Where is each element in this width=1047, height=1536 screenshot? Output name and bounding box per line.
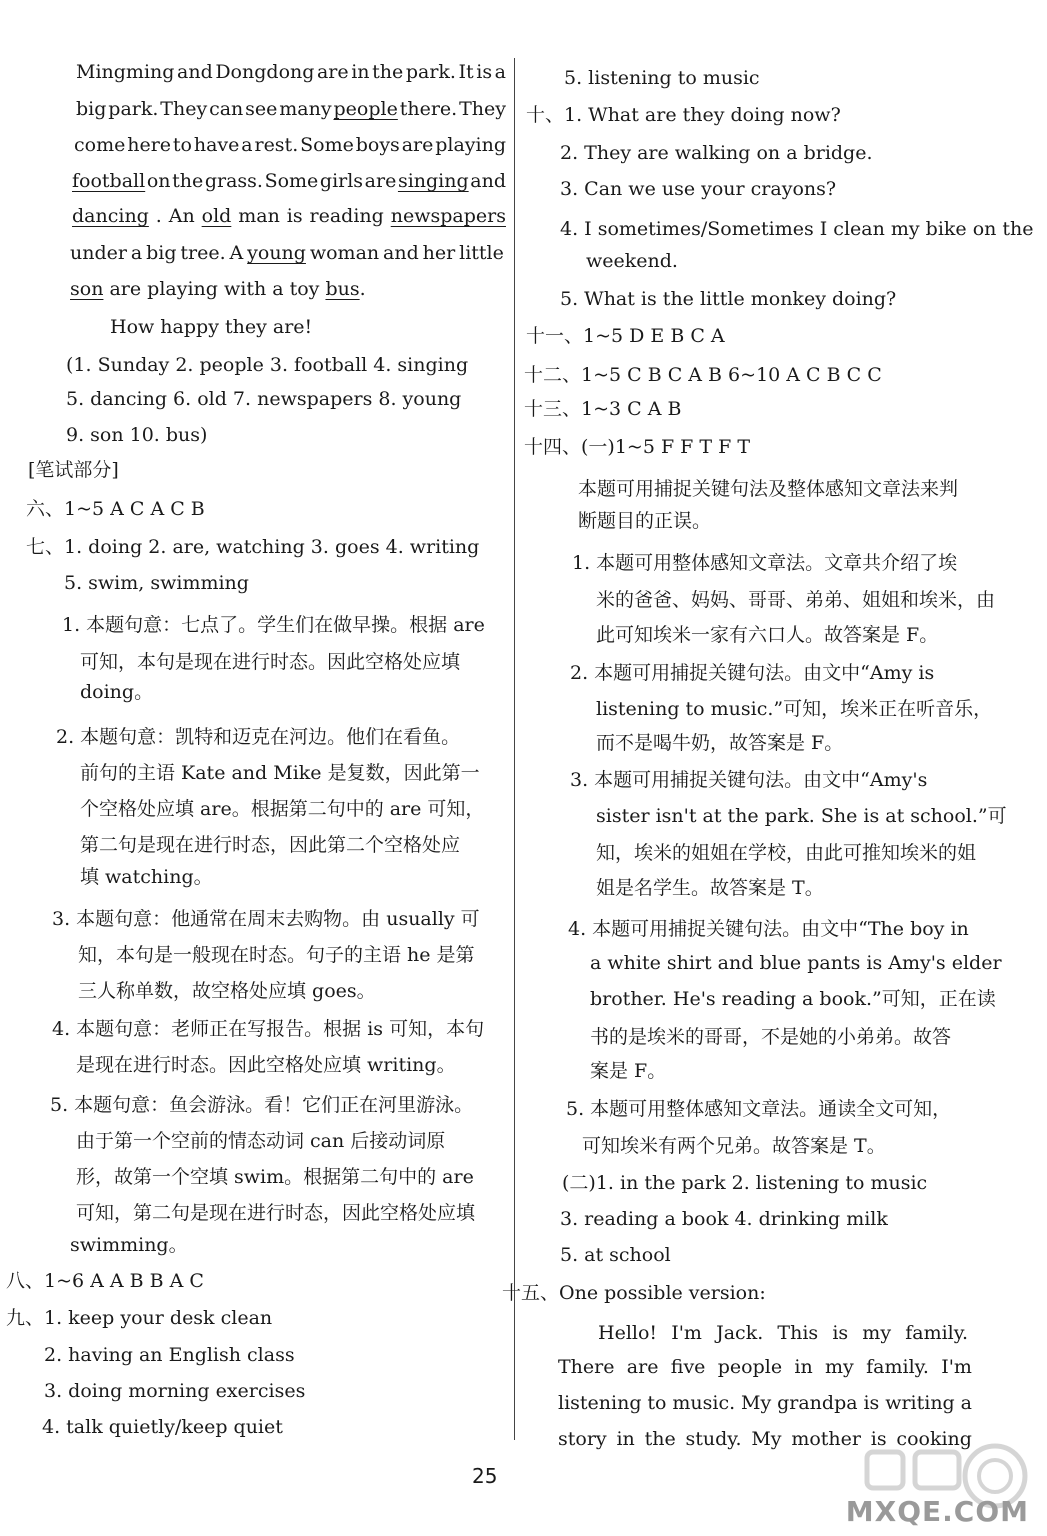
watermark-text: MXQE.COM (845, 1495, 1029, 1528)
underlined-answer: son (70, 278, 104, 300)
passage-word: have (193, 134, 240, 156)
passage-word: They (160, 98, 208, 120)
answer-line: 3. doing morning exercises (44, 1380, 306, 1402)
passage-word: a (241, 134, 253, 156)
passage-word: is (476, 61, 493, 83)
explanation-line: 姐是名学生。故答案是 T。 (596, 877, 824, 899)
passage-word: in (616, 1428, 635, 1450)
passage-word: come (74, 134, 126, 156)
page-number: 25 (472, 1464, 498, 1488)
underlined-answer: football (72, 170, 146, 192)
passage-word: people (717, 1356, 783, 1378)
section-answer: 十、1. What are they doing now? (526, 104, 841, 126)
passage-word: her (422, 242, 456, 264)
passage-word: My (741, 1392, 772, 1414)
passage-word: to (647, 1392, 667, 1414)
answer-line: 5. What is the little monkey doing? (560, 288, 897, 310)
passage-word: Jack. (716, 1322, 764, 1344)
passage-word: are (401, 134, 434, 156)
explanation-line: 前句的主语 Kate and Mike 是复数，因此第一 (80, 762, 480, 784)
passage-word: the (644, 1428, 676, 1450)
explanation-line: 4. 本题句意：老师正在写报告。根据 is 可知，本句 (52, 1018, 485, 1040)
explanation-line: 可知，本句是现在进行时态。因此空格处应填 (80, 651, 461, 673)
answer-line: 4. talk quietly/keep quiet (42, 1416, 283, 1438)
passage-word: An (168, 205, 195, 227)
passage-word: can (209, 98, 244, 120)
passage-word: on (146, 170, 171, 192)
answer-line: 2. having an English class (44, 1344, 295, 1366)
passage-word: my (862, 1322, 892, 1344)
essay-line (558, 1388, 972, 1420)
passage-word: . (155, 205, 162, 227)
section-answer: 六、1~5 A C A C B (26, 498, 205, 520)
passage-word: is (863, 1392, 880, 1414)
passage-line (76, 57, 506, 89)
passage-word: writing (885, 1392, 955, 1414)
answer-line: 9. son 10. bus) (66, 424, 208, 446)
passage-line (72, 166, 506, 198)
explanation-line: swimming。 (70, 1234, 188, 1256)
passage-word: playing (435, 134, 506, 156)
answer-line: weekend. (586, 250, 678, 272)
explanation-line: 3. 本题句意：他通常在周末去购物。由 usually 可 (52, 908, 480, 930)
passage-word: family. (905, 1322, 968, 1344)
passage-word: big (146, 242, 177, 264)
passage-word: my (825, 1356, 854, 1378)
section-answer: 十一、1~5 D E B C A (526, 325, 725, 347)
underlined-answer: dancing (72, 205, 149, 227)
passage-word: in (794, 1356, 813, 1378)
explanation-line: 书的是埃米的哥哥，不是她的小弟弟。故答 (590, 1026, 952, 1048)
explanation-line: 由于第一个空前的情态动词 can 后接动词原 (76, 1130, 446, 1152)
passage-word: park. (405, 61, 456, 83)
explanation-line: 可知埃米有两个兄弟。故答案是 T。 (582, 1135, 886, 1157)
essay-line (598, 1318, 968, 1350)
explanation-line: listening to music.”可知，埃米正在听音乐， (596, 698, 993, 720)
section-answer: 七、1. doing 2. are, watching 3. goes 4. writing (26, 536, 480, 558)
passage-word: the (172, 170, 204, 192)
explanation-line: 1. 本题句意：七点了。学生们在做早操。根据 are (62, 614, 485, 636)
passage-word: a (494, 61, 506, 83)
passage-word: are (364, 170, 397, 192)
underlined-answer: newspapers (390, 205, 506, 227)
essay-line (558, 1352, 972, 1384)
passage-word: see (245, 98, 278, 120)
passage-word: are (316, 61, 349, 83)
explanation-line: 个空格处应填 are。根据第二句中的 are 可知， (80, 798, 485, 820)
passage-word: reading (309, 205, 384, 227)
passage-word: mother (791, 1428, 861, 1450)
explanation-line: 第二句是现在进行时态，因此第二个空格处应 (80, 834, 461, 856)
passage-word: Some (264, 170, 319, 192)
passage-line (70, 238, 504, 270)
passage-word: Dongdong (215, 61, 315, 83)
passage-word: Mingming (76, 61, 175, 83)
explanation-line: 而不是喝牛奶，故答案是 F。 (596, 732, 844, 754)
passage-word: are (626, 1356, 659, 1378)
passage-line (74, 130, 506, 162)
answer-line: 5. swim, swimming (64, 572, 249, 594)
passage-line (70, 274, 366, 306)
answer-line: (二)1. in the park 2. listening to music (562, 1172, 928, 1194)
explanation-line: 5. 本题句意：鱼会游泳。看！它们正在河里游泳。 (50, 1094, 474, 1116)
passage-word: is (870, 1428, 887, 1450)
underlined-answer: singing (397, 170, 469, 192)
explanation-line: 本题可用捕捉关键句法及整体感知文章法来判 (578, 478, 959, 500)
passage-word: . (359, 278, 366, 300)
passage-word: and (470, 170, 506, 192)
passage-word: there. (399, 98, 458, 120)
passage-word: is (832, 1322, 849, 1344)
passage-word: the (372, 61, 404, 83)
passage-word: It (458, 61, 474, 83)
section-answer: 十四、(一)1~5 F F T F T (524, 436, 751, 458)
answer-line: (1. Sunday 2. people 3. football 4. singing (66, 354, 469, 376)
passage-word: here (127, 134, 172, 156)
explanation-line: 4. 本题可用捕捉关键句法。由文中“The boy in (568, 918, 969, 940)
passage-word: This (777, 1322, 819, 1344)
passage-word: to (172, 134, 192, 156)
explanation-line: 是现在进行时态。因此空格处应填 writing。 (76, 1054, 456, 1076)
passage-word: man (238, 205, 280, 227)
passage-word: are playing with a toy (103, 278, 326, 300)
answer-line: 3. Can we use your crayons? (560, 178, 837, 200)
passage-word: Hello! (598, 1322, 658, 1344)
passage-word: under (70, 242, 127, 264)
explanation-line: 形，故第一个空填 swim。根据第二句中的 are (76, 1166, 474, 1188)
passage-word: little (459, 242, 504, 264)
underlined-answer: people (333, 98, 398, 120)
section-answer: 十三、1~3 C A B (524, 398, 682, 420)
explanation-line: 可知，第二句是现在进行时态，因此空格处应填 (76, 1202, 476, 1224)
underlined-answer: old (201, 205, 232, 227)
section-answer: 十五、One possible version: (502, 1282, 766, 1304)
explanation-line: 2. 本题句意：凯特和迈克在河边。他们在看鱼。 (56, 726, 461, 748)
passage-word: There (558, 1356, 615, 1378)
passage-word: I'm (671, 1322, 702, 1344)
explanation-line: 米的爸爸、妈妈、哥哥、弟弟、姐姐和埃米，由 (596, 589, 996, 611)
answer-line: 5. listening to music (564, 67, 760, 89)
passage-word: is (286, 205, 303, 227)
passage-word: tree. (180, 242, 226, 264)
explanation-line: 三人称单数，故空格处应填 goes。 (78, 980, 376, 1002)
passage-word: grandpa (777, 1392, 858, 1414)
passage-word: story (558, 1428, 607, 1450)
explanation-line: 5. 本题可用整体感知文章法。通读全文可知， (566, 1098, 952, 1120)
passage-word: a (960, 1392, 972, 1414)
passage-word: five (670, 1356, 706, 1378)
passage-word: A (229, 242, 244, 264)
passage-word: a (130, 242, 143, 264)
explanation-line: a white shirt and blue pants is Amy's elder (590, 952, 1002, 974)
section-heading: [笔试部分] (28, 459, 119, 481)
passage-word: I'm (941, 1356, 972, 1378)
passage-word: family. (866, 1356, 929, 1378)
explanation-line: 3. 本题可用捕捉关键句法。由文中“Amy's (570, 769, 928, 791)
section-answer: 十二、1~5 C B C A B 6~10 A C B C C (524, 364, 882, 386)
passage-word: They (459, 98, 506, 120)
passage-closing: How happy they are! (110, 316, 313, 338)
explanation-line: sister isn't at the park. She is at school.”可 (596, 805, 1007, 827)
passage-line (72, 201, 506, 233)
explanation-line: doing。 (80, 681, 154, 703)
passage-word: grass. (204, 170, 263, 192)
passage-word: in (351, 61, 370, 83)
passage-word: boys (355, 134, 400, 156)
passage-word: listening (558, 1392, 642, 1414)
passage-word: park. (108, 98, 159, 120)
passage-word: cooking (896, 1428, 972, 1450)
answer-line: 4. I sometimes/Sometimes I clean my bike on the (560, 218, 1034, 240)
passage-word: girls (319, 170, 364, 192)
passage-word: rest. (254, 134, 299, 156)
explanation-line: 2. 本题可用捕捉关键句法。由文中“Amy is (570, 662, 935, 684)
answer-line: 5. at school (560, 1244, 671, 1266)
explanation-line: 此可知埃米一家有六口人。故答案是 F。 (596, 624, 939, 646)
section-answer: 八、1~6 A A B B A C (6, 1270, 204, 1292)
section-answer: 九、1. keep your desk clean (6, 1307, 273, 1329)
explanation-line: 知，埃米的姐姐在学校，由此可推知埃米的姐 (596, 842, 977, 864)
answer-line: 3. reading a book 4. drinking milk (560, 1208, 888, 1230)
passage-word: My (751, 1428, 782, 1450)
underlined-answer: bus (325, 278, 360, 300)
passage-word: many (279, 98, 332, 120)
explanation-line: 案是 F。 (590, 1060, 667, 1082)
explanation-line: 知，本句是一般现在时态。句子的主语 he 是第 (78, 944, 475, 966)
passage-word: and (177, 61, 213, 83)
explanation-line: 填 watching。 (80, 866, 213, 888)
passage-line (76, 94, 506, 126)
underlined-answer: young (247, 242, 306, 264)
explanation-line: 断题目的正误。 (578, 510, 712, 532)
passage-word: Some (300, 134, 354, 156)
passage-word: big (76, 98, 107, 120)
passage-word: woman (309, 242, 380, 264)
passage-word: study. (685, 1428, 742, 1450)
answer-line: 2. They are walking on a bridge. (560, 142, 873, 164)
passage-word: music. (672, 1392, 736, 1414)
column-divider (514, 58, 515, 1440)
passage-word: and (383, 242, 419, 264)
answer-line: 5. dancing 6. old 7. newspapers 8. young (66, 388, 462, 410)
explanation-line: 1. 本题可用整体感知文章法。文章共介绍了埃 (572, 552, 958, 574)
explanation-line: brother. He's reading a book.”可知，正在读 (590, 988, 996, 1010)
